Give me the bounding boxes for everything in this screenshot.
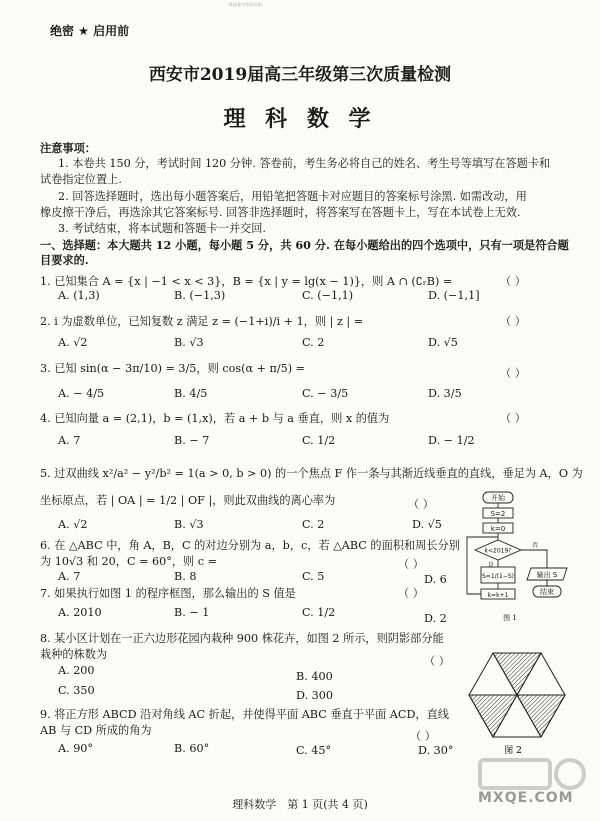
q7-option-b: B. − 1	[174, 606, 210, 619]
exam-title: 西安市2019届高三年级第三次质量检测	[148, 65, 452, 85]
watermark-text: MXQE.COM	[478, 790, 574, 806]
question-2-text: 2. i 为虚数单位，已知复数 z 满足 z = (−1+i)/i + 1，则 | z | =	[40, 315, 364, 328]
q8-option-c: C. 350	[58, 684, 95, 697]
secret-label: 绝密 ★ 启用前	[50, 24, 130, 38]
q9-option-a: A. 90°	[58, 742, 94, 755]
q6-option-a: A. 7	[58, 570, 81, 583]
question-5-text: 5. 过双曲线 x²/a² − y²/b² = 1(a > 0, b > 0) 的一个焦点 F 作一条与其渐近线垂直的直线，垂足为 A，O 为	[40, 467, 583, 480]
question-8-text: 8. 某小区计划在一正六边形花园内栽种 900 株花卉，如图 2 所示，则阴影部分能	[40, 632, 444, 645]
question-3-text: 3. 已知 sin(α − 3π/10) = 3/5，则 cos(α + π/5) =	[40, 362, 306, 375]
flow-yes-text: 是	[487, 562, 495, 569]
question-8-text-cont: 栽种的株数为	[40, 648, 108, 661]
q6-option-b: B. 8	[174, 570, 197, 583]
top-small-note: （本试卷为考试用卷）	[225, 2, 265, 7]
page-footer: 理科数学 第 1 页(共 4 页)	[232, 798, 368, 811]
flow-output-text: 输出 S	[536, 571, 558, 579]
q3-option-c: C. − 3/5	[302, 387, 349, 400]
figure2-label: 图 2	[504, 746, 522, 756]
q7-option-c: C. 1/2	[302, 606, 336, 619]
notice-item3: 3. 考试结束，将本试题和答题卡一并交回.	[58, 222, 266, 235]
answer-paren: （ ）	[500, 367, 526, 380]
figure1-label: 图 1	[503, 614, 517, 622]
q4-option-d: D. − 1/2	[428, 434, 475, 447]
q8-option-a: A. 200	[58, 664, 95, 677]
notice-item1-line2: 试卷指定位置上.	[40, 173, 122, 186]
question-6-text: 6. 在 △ABC 中，角 A，B，C 的对边分别为 a，b，c，若 △ABC 的面积和周长分别	[40, 539, 460, 552]
q2-option-c: C. 2	[302, 336, 325, 349]
flow-cond-text: k<2019?	[484, 547, 512, 555]
q2-option-b: B. √3	[174, 336, 204, 349]
q5-option-d: D. √5	[412, 518, 442, 531]
q5-option-c: C. 2	[302, 518, 325, 531]
q1-option-b: B. (−1,3)	[174, 289, 226, 302]
answer-paren: （ ）	[408, 498, 434, 511]
flow-update-k-text: k=k+1	[487, 592, 509, 599]
hexagon-figure	[455, 645, 580, 760]
q5-option-a: A. √2	[58, 518, 88, 531]
answer-paren: （ ）	[500, 412, 526, 425]
q8-option-b: B. 400	[296, 670, 333, 683]
q3-option-b: B. 4/5	[174, 387, 208, 400]
question-6-text-cont: 为 10√3 和 20，C = 60°，则 c =	[40, 555, 217, 568]
q1-option-d: D. (−1,1]	[428, 289, 480, 302]
question-5-text-cont: 坐标原点，若 | OA | = 1/2 | OF |，则此双曲线的离心率为	[40, 494, 336, 507]
answer-paren: （ ）	[500, 275, 526, 288]
question-4-text: 4. 已知向量 a = (2,1)，b = (1,x)，若 a + b 与 a 垂直，则 x 的值为	[40, 412, 390, 425]
answer-paren: （ ）	[398, 558, 424, 571]
flow-update-s-text: S=1/(1−S)	[481, 573, 515, 580]
q4-option-b: B. − 7	[174, 434, 210, 447]
q5-option-b: B. √3	[174, 518, 204, 531]
shaded-triangle-left	[469, 695, 517, 737]
q4-option-c: C. 1/2	[302, 434, 336, 447]
answer-paren: （ ）	[410, 730, 436, 743]
flowchart-figure	[455, 490, 580, 625]
q8-option-d: D. 300	[296, 689, 334, 702]
shaded-triangle-top	[493, 653, 541, 695]
q3-option-a: A. − 4/5	[58, 387, 105, 400]
q9-option-b: B. 60°	[174, 742, 210, 755]
q4-option-a: A. 7	[58, 434, 81, 447]
q9-option-c: C. 45°	[296, 744, 332, 757]
flow-no-text: 否	[531, 542, 539, 549]
question-9-text-cont: AB 与 CD 所成的角为	[40, 724, 152, 737]
answer-paren: （ ）	[424, 655, 450, 668]
q2-option-d: D. √5	[428, 336, 458, 349]
flow-k-init-text: k=0	[490, 525, 506, 533]
q1-option-c: C. (−1,1)	[302, 289, 354, 302]
flow-s-init-text: S=2	[490, 510, 506, 518]
question-7-text: 7. 如果执行如图 1 的程序框图，那么输出的 S 值是	[40, 587, 296, 600]
q9-option-d: D. 30°	[418, 744, 454, 757]
flow-start-text: 开始	[491, 494, 505, 502]
subject-title: 理 科 数 学	[223, 106, 377, 132]
q2-option-a: A. √2	[58, 336, 88, 349]
question-1-text: 1. 已知集合 A = {x | −1 < x < 3}，B = {x | y = lg(x − 1)}，则 A ∩ (∁ᵣB) =	[40, 275, 453, 288]
q3-option-d: D. 3/5	[428, 387, 462, 400]
answer-paren: （ ）	[398, 587, 424, 600]
notice-heading: 注意事项：	[40, 141, 96, 155]
q6-option-c: C. 5	[302, 570, 325, 583]
answer-paren: （ ）	[500, 315, 526, 328]
q1-option-a: A. (1,3)	[58, 289, 100, 302]
q7-option-a: A. 2010	[58, 606, 102, 619]
notice-item2-line2: 橡皮擦干净后，再选涂其它答案标号. 回答非选择题时，将答案写在答题卡上，写在本试卷上无效.	[40, 206, 521, 219]
q6-option-d: D. 6	[424, 573, 447, 586]
notice-item2-line1: 2. 回答选择题时，选出每小题答案后，用铅笔把答题卡对应题目的答案标号涂黑. 如需改动，用	[58, 190, 527, 203]
question-9-text: 9. 将正方形 ABCD 沿对角线 AC 折起，并使得平面 ABC 垂直于平面 ACD，直线	[40, 708, 449, 721]
q7-option-d: D. 2	[424, 612, 447, 625]
section1-heading: 一、选择题：本大题共 12 小题，每小题 5 分，共 60 分. 在每小题给出的四个选项中，只有一项是符合题	[40, 238, 569, 252]
shaded-triangle-right	[517, 695, 565, 737]
section1-heading-cont: 目要求的.	[40, 253, 89, 267]
flow-end-text: 结束	[540, 588, 554, 596]
notice-item1-line1: 1. 本卷共 150 分，考试时间 120 分钟. 答卷前，考生务必将自己的姓名、考生号等填写在答题卡和	[58, 157, 551, 170]
